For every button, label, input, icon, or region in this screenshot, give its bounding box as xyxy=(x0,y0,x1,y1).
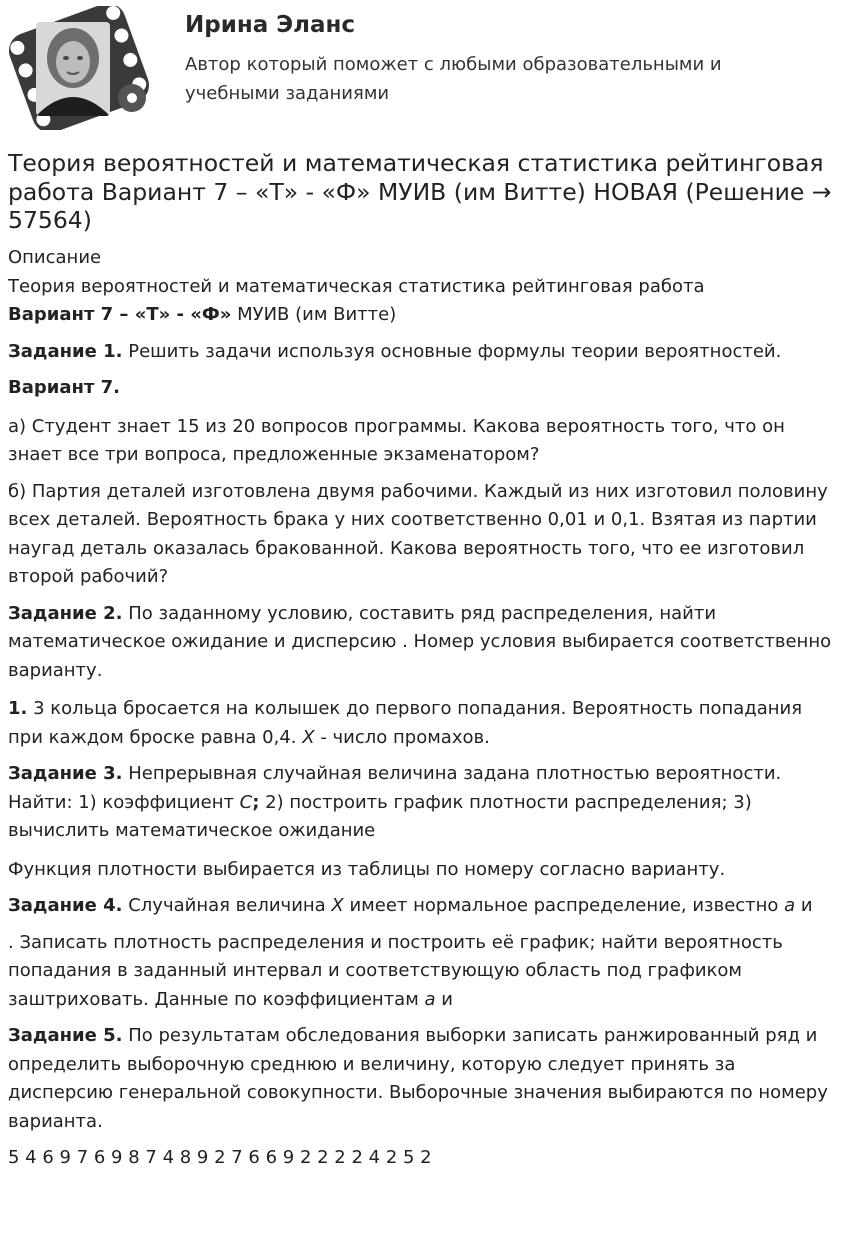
intro-line: Теория вероятностей и математическая статистика рейтинговая работа xyxy=(8,275,705,297)
var-c: C xyxy=(239,791,253,813)
author-name[interactable]: Ирина Эланс xyxy=(185,12,356,38)
task1-variant: Вариант 7. xyxy=(8,377,121,398)
sample-values: 5 4 6 9 7 6 9 8 7 4 8 9 2 7 6 6 9 2 2 2 2 4 2 5 2 xyxy=(8,1147,432,1168)
task2-text: По заданному условию, составить ряд распределения, найти математическое ожидание и дисперсию . Номер условия выбирается соответственно варианту. xyxy=(8,602,832,681)
description-content xyxy=(8,244,840,1173)
task5-text: По результатам обследования выборки записать ранжированный ряд и определить выборочную среднюю и величину, которую следует принять за дисперсию генеральной совокупности. Выборочные значения выбираются по номеру варианта. xyxy=(8,1025,828,1132)
page-title: Теория вероятностей и математическая статистика рейтинговая работа Вариант 7 – «Т» - «Ф» МУИВ (им Витте) НОВАЯ (Решение → 57564) xyxy=(8,149,832,234)
task1-heading xyxy=(8,338,840,367)
task2-item-num: 1. xyxy=(8,698,28,719)
var-x: X xyxy=(302,726,315,748)
description-label: Описание xyxy=(8,247,102,268)
author-avatar[interactable] xyxy=(6,6,152,130)
intro-variant-rest: МУИВ (им Витте) xyxy=(231,304,397,325)
var-a: a xyxy=(784,895,796,916)
task3-label: Задание 3. xyxy=(8,763,123,784)
var-a: a xyxy=(424,988,436,1010)
task5-heading xyxy=(8,1022,840,1136)
author-description: Автор который поможет с любыми образовательными и учебными заданиями xyxy=(185,54,722,104)
task2-label: Задание 2. xyxy=(8,602,123,624)
intro-variant-bold: Вариант 7 – «Т» - «Ф» xyxy=(8,304,232,325)
task3-note: Функция плотности выбирается из таблицы по номеру согласно варианту. xyxy=(8,858,726,880)
task1-label: Задание 1. xyxy=(8,340,123,362)
task4-heading: Задание 4. Случайная величина X имеет нормальное распределение, известно a и xyxy=(8,895,813,916)
task3-heading: Задание 3. Непрерывная случайная величина задана плотностью вероятности. Найти: 1) коэффициент C; 2) построить график плотности распределения; 3) вычислить математическое ожидание xyxy=(8,763,782,841)
author-card xyxy=(0,0,847,140)
task1-item-b: б) Партия деталей изготовлена двумя рабочими. Каждый из них изготовил половину всех деталей. Вероятность брака у них соответственно 0,01 и 0,1. Взятая из партии наугад деталь оказалась бракованной. Какова вероятность того, что ее изготовил второй рабочий? xyxy=(8,480,828,587)
var-x: X xyxy=(331,895,344,916)
intro-variant xyxy=(8,301,840,330)
task1-text: Решить задачи используя основные формулы теории вероятностей. xyxy=(122,340,782,362)
task5-label: Задание 5. xyxy=(8,1025,123,1046)
task4-paragraph: . Записать плотность распределения и построить её график; найти вероятность попадания в заданный интервал и соответствующую область под графиком заштриховать. Данные по коэффициентам a и xyxy=(8,931,783,1010)
task2-heading xyxy=(8,600,840,686)
task4-label: Задание 4. xyxy=(8,895,123,916)
task2-item: 1. 3 кольца бросается на колышек до первого попадания. Вероятность попадания при каждом броске равна 0,4. X - число промахов. xyxy=(8,698,803,748)
task1-item-a: а) Студент знает 15 из 20 вопросов программы. Какова вероятность того, что он знает все три вопроса, предложенные экзаменатором? xyxy=(8,415,785,465)
